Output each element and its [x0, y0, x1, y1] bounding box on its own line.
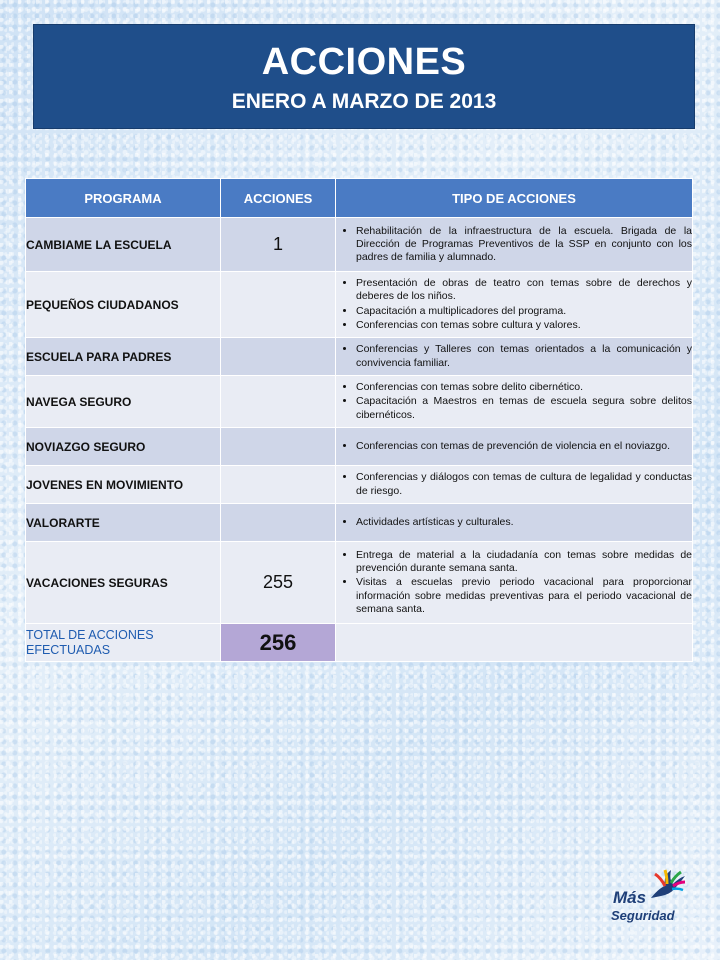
action-type-item: • Rehabilitación de la infraestructura de la escuela. Brigada de la Dirección de Programas Preventivos de la SSP en conjunto con los padres de familia y alumnado.: [356, 225, 692, 264]
program-name: VALORARTE: [26, 504, 221, 542]
action-count: 1: [221, 218, 336, 272]
header-banner: [33, 24, 695, 129]
logo-text-mas: Más: [613, 888, 647, 907]
page-subtitle: ENERO A MARZO DE 2013: [231, 90, 497, 113]
program-name: JOVENES EN MOVIMIENTO: [26, 466, 221, 504]
total-row: [26, 624, 693, 662]
hummingbird-icon: [645, 868, 687, 906]
action-count: [221, 338, 336, 376]
action-types: [336, 466, 693, 504]
program-name: NAVEGA SEGURO: [26, 376, 221, 428]
action-type-item: • Conferencias y diálogos con temas de cultura de legalidad y conductas de riesgo.: [356, 471, 692, 497]
action-types: [336, 338, 693, 376]
column-header-programa: PROGRAMA: [26, 179, 221, 218]
action-type-item: • Presentación de obras de teatro con temas sobre de derechos y deberes de los niños.: [356, 277, 692, 303]
table-row: [26, 218, 693, 272]
table-row: [26, 376, 693, 428]
action-count: [221, 376, 336, 428]
table-row: [26, 428, 693, 466]
logo-text-seguridad: Seguridad: [611, 908, 675, 923]
action-type-item: • Actividades artísticas y culturales.: [356, 516, 692, 529]
action-types: [336, 504, 693, 542]
total-empty-cell: [336, 624, 693, 662]
action-type-item: • Conferencias y Talleres con temas orientados a la comunicación y convivencia familiar.: [356, 343, 692, 369]
table-header-row: [26, 179, 693, 218]
total-label: [26, 624, 221, 662]
column-header-acciones: ACCIONES: [221, 179, 336, 218]
action-types: [336, 428, 693, 466]
action-count: 255: [221, 542, 336, 624]
column-header-tipo: TIPO DE ACCIONES: [336, 179, 693, 218]
action-types: [336, 542, 693, 624]
table-row: [26, 338, 693, 376]
total-value: 256: [221, 624, 336, 662]
program-name: NOVIAZGO SEGURO: [26, 428, 221, 466]
table-row: [26, 466, 693, 504]
actions-table: [25, 178, 693, 662]
program-name: ESCUELA PARA PADRES: [26, 338, 221, 376]
table-row: [26, 272, 693, 338]
page-title: ACCIONES: [261, 41, 467, 83]
total-label-line2: EFECTUADAS: [26, 642, 111, 657]
action-type-item: • Visitas a escuelas previo periodo vacacional para proporcionar información sobre medidas preventivas para el periodo vacacional de semana santa.: [356, 576, 692, 615]
action-types: [336, 218, 693, 272]
total-label-line1: TOTAL DE ACCIONES: [26, 627, 154, 642]
action-type-item: • Capacitación a multiplicadores del programa.: [356, 305, 692, 318]
action-count: [221, 272, 336, 338]
action-count: [221, 428, 336, 466]
program-name: PEQUEÑOS CIUDADANOS: [26, 272, 221, 338]
action-types: [336, 272, 693, 338]
action-count: [221, 504, 336, 542]
action-type-item: • Conferencias con temas sobre delito cibernético.: [356, 381, 692, 394]
action-type-item: • Capacitación a Maestros en temas de escuela segura sobre delitos cibernéticos.: [356, 395, 692, 421]
table-row: [26, 542, 693, 624]
action-type-item: • Conferencias con temas de prevención de violencia en el noviazgo.: [356, 440, 692, 453]
action-type-item: • Conferencias con temas sobre cultura y valores.: [356, 319, 692, 332]
action-count: [221, 466, 336, 504]
program-name: VACACIONES SEGURAS: [26, 542, 221, 624]
action-type-item: • Entrega de material a la ciudadanía con temas sobre medidas de prevención durante semana santa.: [356, 549, 692, 575]
table-row: [26, 504, 693, 542]
mas-seguridad-logo: [605, 868, 695, 928]
program-name: CAMBIAME LA ESCUELA: [26, 218, 221, 272]
action-types: [336, 376, 693, 428]
